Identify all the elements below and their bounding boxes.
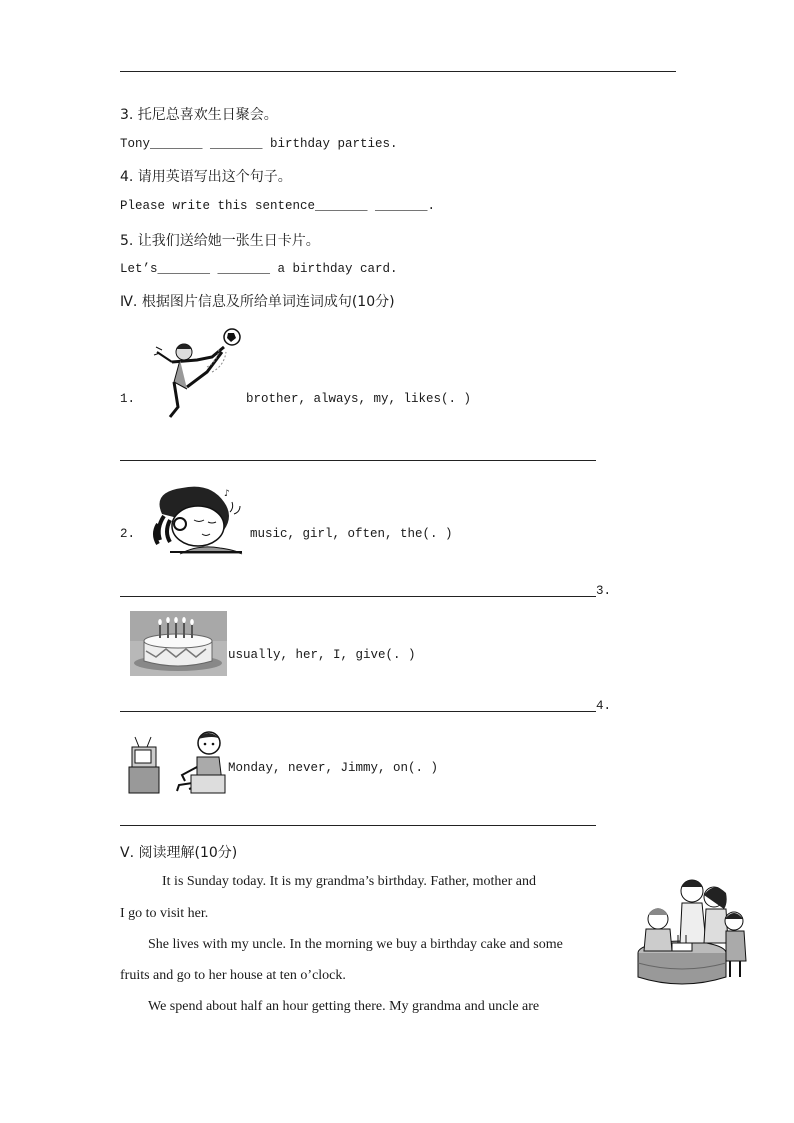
header-rule <box>120 71 676 72</box>
birthday-cake-image <box>130 611 227 676</box>
passage-line-1: It is Sunday today. It is my grandma’s birthday. Father, mother and <box>162 874 537 889</box>
svg-text:♪: ♪ <box>224 489 230 499</box>
girl-listening-music-image <box>150 484 245 556</box>
item-3-answer-line[interactable] <box>120 711 596 712</box>
item-4-number: 4. <box>596 699 612 713</box>
item-3-words: usually, her, I, give(. ) <box>228 648 416 662</box>
q4-answer-line: Please write this sentence_______ _______. <box>120 199 436 213</box>
boy-watching-tv-image <box>127 727 227 795</box>
passage-line-2: I go to visit her. <box>120 906 209 921</box>
boy-kicking-football-image <box>152 327 242 422</box>
q3-prompt: 3. 托尼总喜欢生日聚会。 <box>120 107 278 123</box>
family-birthday-table-image <box>634 877 754 987</box>
section-5-heading: Ⅴ. 阅读理解(10分) <box>120 845 238 861</box>
item-3-number: 3. <box>596 584 612 598</box>
passage-line-3: She lives with my uncle. In the morning we buy a birthday cake and some <box>148 937 563 952</box>
q5-prompt: 5. 让我们送给她一张生日卡片。 <box>120 233 320 249</box>
passage-line-4: fruits and go to her house at ten o’clock. <box>120 968 346 983</box>
item-1-words: brother, always, my, likes(. ) <box>246 392 472 406</box>
q3-answer-line: Tony_______ _______ birthday parties. <box>120 137 398 151</box>
q5-answer-line: Let’s_______ _______ a birthday card. <box>120 262 398 276</box>
item-1-answer-line[interactable] <box>120 460 596 461</box>
section-4-heading: Ⅳ. 根据图片信息及所给单词连词成句(10分) <box>120 294 395 310</box>
passage-line-5: We spend about half an hour getting there. My grandma and uncle are <box>148 999 540 1014</box>
item-2-answer-line[interactable] <box>120 596 596 597</box>
item-4-words: Monday, never, Jimmy, on(. ) <box>228 761 439 775</box>
item-4-answer-line[interactable] <box>120 825 596 826</box>
item-2-number: 2. <box>120 527 136 541</box>
item-1-number: 1. <box>120 392 136 406</box>
item-2-words: music, girl, often, the(. ) <box>250 527 453 541</box>
q4-prompt: 4. 请用英语写出这个句子。 <box>120 169 292 185</box>
